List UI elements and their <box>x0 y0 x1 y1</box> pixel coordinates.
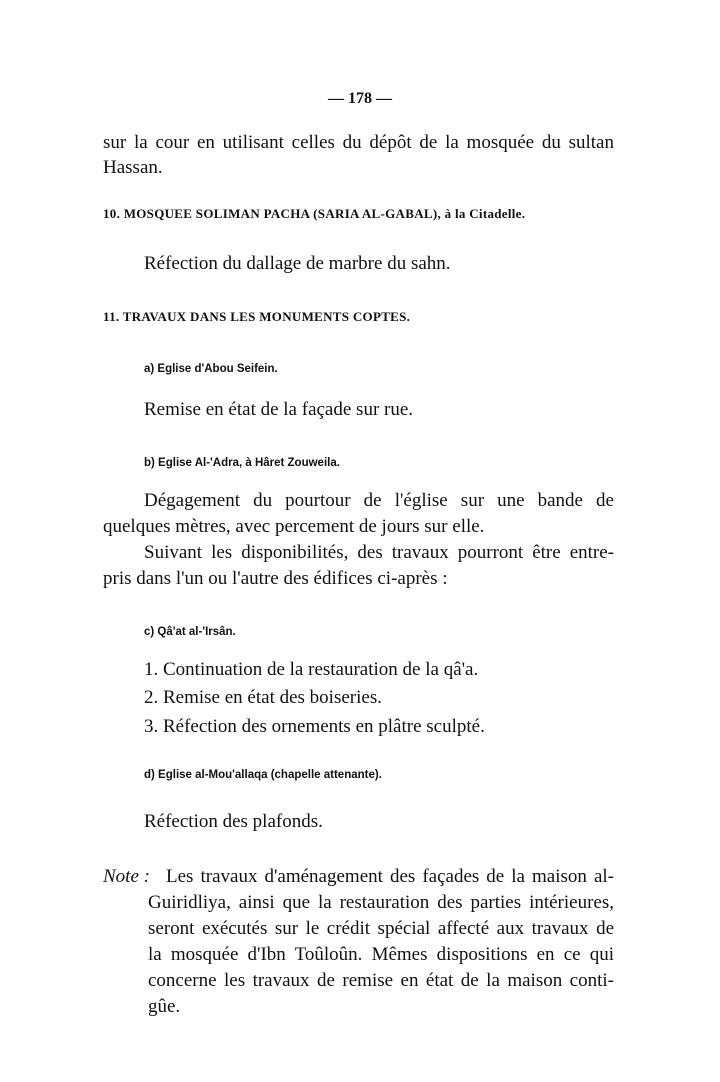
paragraph-line: pris dans l'un ou l'autre des édifices ci-après : <box>103 568 448 589</box>
paragraph-line: Réfection du dallage de marbre du sahn. <box>144 253 451 274</box>
paragraph-line: Remise en état de la façade sur rue. <box>144 399 414 420</box>
note-line: seront exécutés sur le crédit spécial affecté aux travaux de <box>148 918 614 939</box>
paragraph-line: Suivant les disponibilités, des travaux pourront être entre- <box>144 542 614 563</box>
page-number: — 178 — <box>328 90 392 107</box>
note-line: Les travaux d'aménagement des façades de la maison al- <box>166 866 614 887</box>
section-heading-10: 10. MOSQUEE SOLIMAN PACHA (SARIA AL-GABAL), à la Citadelle. <box>103 206 526 221</box>
subheading-b: b) Eglise Al-'Adra, à Hâret Zouweila. <box>144 457 340 469</box>
note-line: la mosquée d'Ibn Toûloûn. Mêmes dispositions en ce qui <box>148 944 614 965</box>
subheading-a: a) Eglise d'Abou Seifein. <box>144 363 278 375</box>
subheading-c: c) Qâ'at al-'Irsân. <box>144 626 236 638</box>
paragraph-line: Réfection des plafonds. <box>144 811 323 832</box>
paragraph-line: Dégagement du pourtour de l'église sur une bande de <box>144 490 614 511</box>
paragraph-line: quelques mètres, avec percement de jours sur elle. <box>103 516 485 537</box>
list-item: 1. Continuation de la restauration de la qâ'a. <box>144 659 479 680</box>
subheading-d: d) Eglise al-Mou'allaqa (chapelle attenante). <box>144 769 382 781</box>
note-line: concerne les travaux de remise en état de la maison conti- <box>148 970 614 991</box>
section-heading-11: 11. TRAVAUX DANS LES MONUMENTS COPTES. <box>103 309 411 324</box>
list-item: 2. Remise en état des boiseries. <box>144 687 382 708</box>
paragraph-line: sur la cour en utilisant celles du dépôt de la mosquée du sultan <box>103 132 614 153</box>
paragraph-line: Hassan. <box>103 157 163 178</box>
list-item: 3. Réfection des ornements en plâtre sculpté. <box>144 716 485 737</box>
note-line: Guiridliya, ainsi que la restauration des parties intérieures, <box>148 892 614 913</box>
note-label: Note : <box>103 866 150 887</box>
note-line: gûe. <box>148 996 181 1017</box>
